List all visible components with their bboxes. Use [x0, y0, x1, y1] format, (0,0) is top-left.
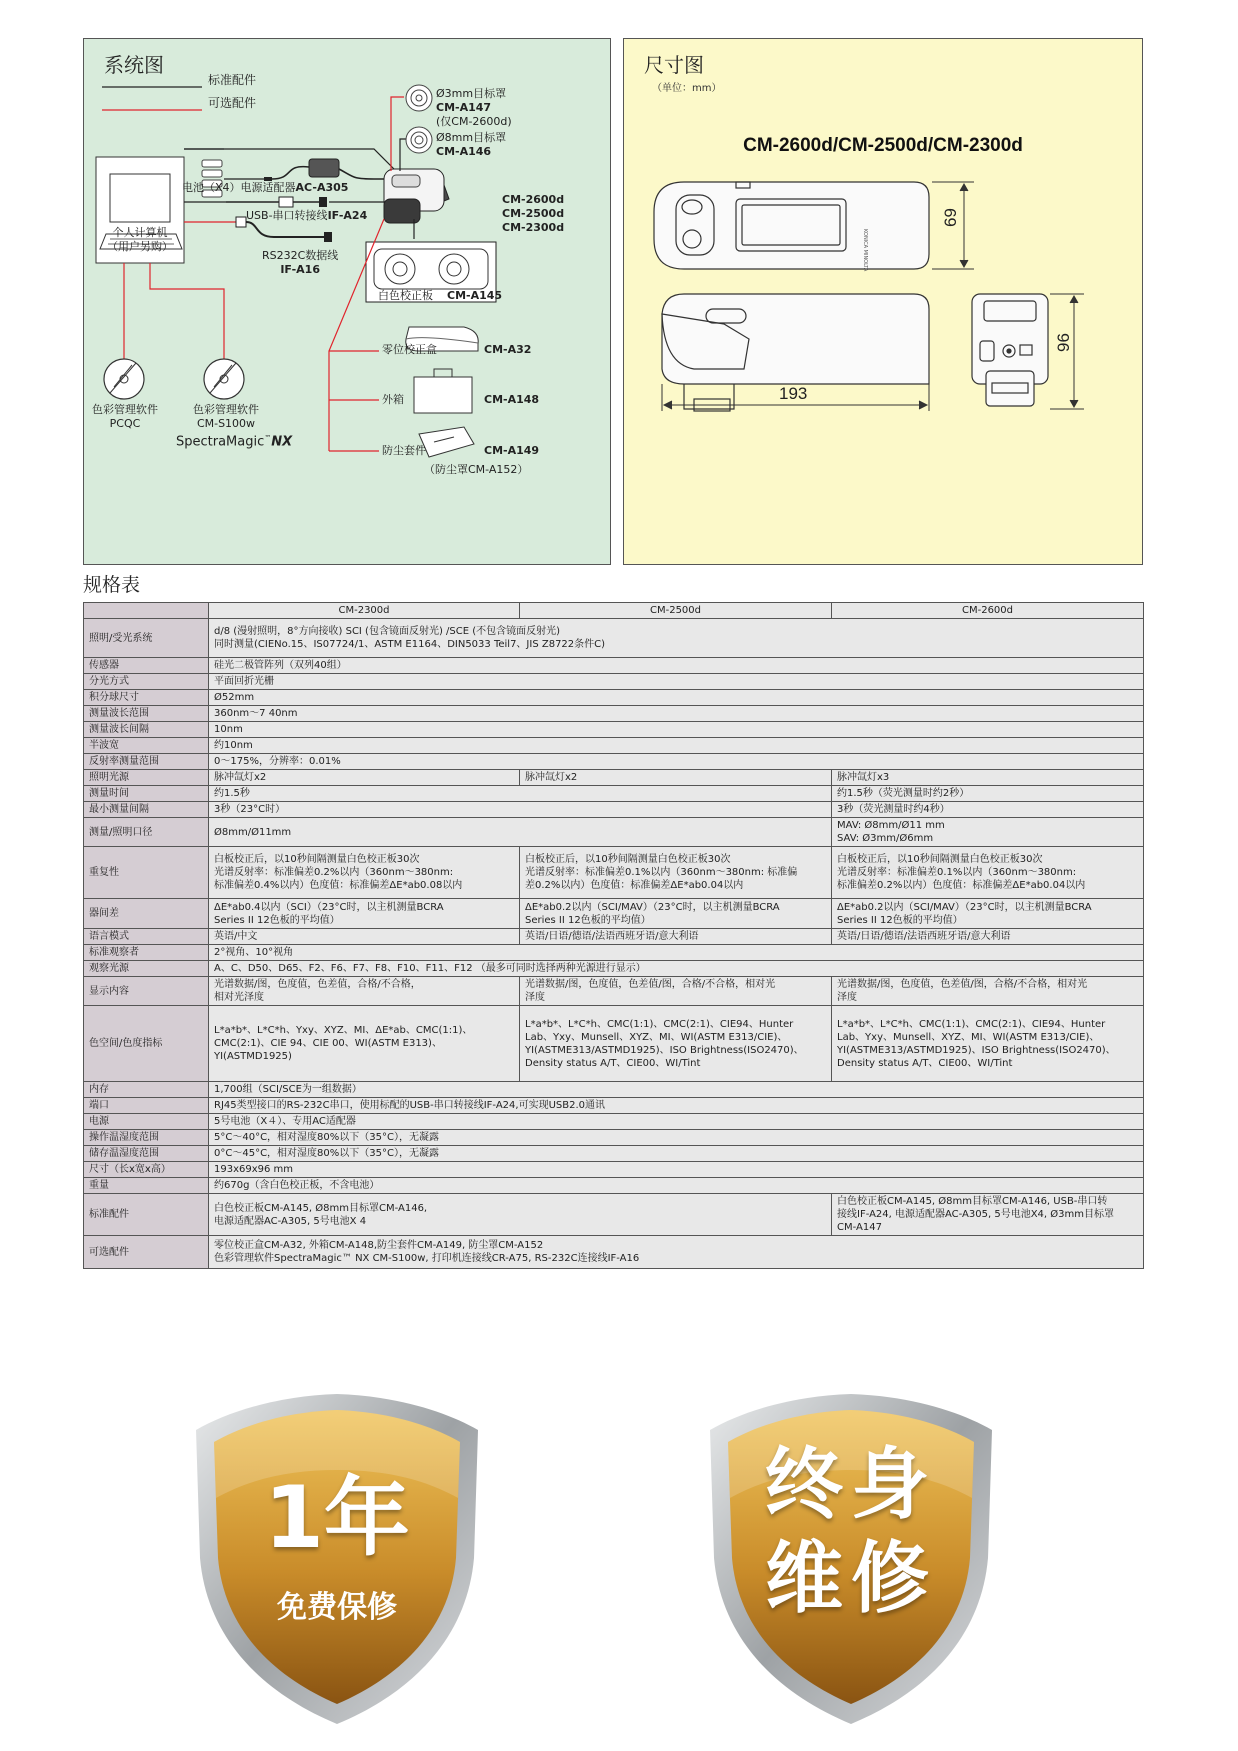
spec-cell-line: 硅光二极管阵列（双列40组）	[214, 660, 347, 671]
warranty-badge	[192, 1388, 482, 1728]
spec-cell-line: 脉冲氙灯x2	[525, 772, 578, 783]
spec-cell-line: 白板校正后，以10秒间隔测量白色校正板30次	[837, 854, 1043, 865]
warranty-big-text: 1年	[264, 1468, 410, 1568]
spec-row	[84, 738, 1144, 754]
spec-cell-line: Series II 12色板的平均值）	[214, 914, 340, 926]
spec-row-label: 半波宽	[84, 738, 209, 754]
repair-line1-text: 终身	[764, 1440, 937, 1530]
spec-row-label: 观察光源	[84, 961, 209, 977]
software-pcqc-label: 色彩管理软件 PCQC	[92, 403, 158, 430]
spec-row-label: 重量	[84, 1178, 209, 1194]
spec-cell-line: 光谱数据/图，色度值，色差值/图，合格/不合格，相对光	[525, 979, 776, 990]
spec-cell-line: 0～175%，分辨率：0.01%	[214, 756, 341, 767]
spec-cell-line: 英语/日语/德语/法语西班牙语/意大利语	[837, 931, 1011, 942]
system-diagram-title: 系统图	[104, 53, 164, 77]
spec-cell-line: CM-A147	[837, 1222, 882, 1233]
spec-cell-line: L*a*b*、L*C*h、CMC(1:1)、CMC(2:1)、CIE94、Hunter	[837, 1018, 1106, 1030]
spec-cell-line: YI(ASTME313/ASTMD1925)、ISO Brightness(ISO2470)、	[525, 1044, 804, 1056]
spec-cell-line: Ø8mm/Ø11mm	[214, 826, 292, 838]
software-spectramagic-label: 色彩管理软件 CM-S100w SpectraMagic™NX	[176, 403, 293, 450]
spec-row-label: 语言模式	[84, 929, 209, 945]
spec-cell-line: CMC(2:1)、CIE 94、CIE 00、WI(ASTM E313)、	[214, 1038, 442, 1049]
spec-cell-line: YI(ASTMD1925)	[214, 1051, 292, 1062]
spec-cell-line: 约1.5秒（荧光测量时约2秒）	[837, 788, 970, 799]
height-dimension: 96	[1054, 333, 1073, 352]
spec-row	[84, 1006, 1144, 1082]
spec-row-label: 显示内容	[84, 977, 209, 1006]
target-mask-3mm-label: Ø3mm目标罩 CM-A147 (仅CM-2600d)	[436, 87, 512, 128]
brand-mark: KONICA MINOLTA	[862, 229, 868, 272]
dimension-diagram-title: 尺寸图	[644, 53, 704, 77]
spec-row-label: 分光方式	[84, 674, 209, 690]
pc-label: 个人计算机 （用户另购）	[107, 226, 173, 253]
spec-cell-line: 脉冲氙灯x3	[837, 772, 890, 783]
warranty-small-text: 免费保修	[277, 1590, 397, 1625]
carrying-case-icon	[414, 369, 472, 413]
spec-cell-line: L*a*b*、L*C*h、CMC(1:1)、CMC(2:1)、CIE94、Hunter	[525, 1018, 794, 1030]
spec-cell-line: Density status A/T、CIE00、WI/Tint	[837, 1057, 1013, 1069]
spec-header-cm-2300d: CM-2300d	[209, 603, 520, 619]
spec-row	[84, 1098, 1144, 1114]
spec-row	[84, 1162, 1144, 1178]
spec-cell-line: MAV: Ø8mm/Ø11 mm	[837, 820, 945, 831]
spec-cell-line: 白板校正后，以10秒间隔测量白色校正板30次	[214, 854, 420, 865]
spec-cell-line: 约670g（含白色校正板，不含电池）	[214, 1180, 380, 1191]
spec-row	[84, 754, 1144, 770]
width-dimension: 69	[941, 208, 960, 227]
spec-cell-line: 泽度	[837, 992, 857, 1003]
spec-table	[83, 602, 1144, 1269]
system-diagram-panel	[83, 38, 611, 565]
spec-row-label: 反射率测量范围	[84, 754, 209, 770]
spec-row-label: 储存温湿度范围	[84, 1146, 209, 1162]
spec-row-label: 标准配件	[84, 1194, 209, 1236]
spec-row	[84, 674, 1144, 690]
spec-cell-line: YI(ASTME313/ASTMD1925)、ISO Brightness(ISO2470)、	[837, 1044, 1116, 1056]
battery-adapter-label: 电池（X4）电源适配器AC-A305	[182, 181, 349, 194]
spec-row	[84, 945, 1144, 961]
spec-cell-line: Density status A/T、CIE00、WI/Tint	[525, 1057, 701, 1069]
spec-cell-line: ΔE*ab0.2以内（SCI/MAV）（23°C时，以主机测量BCRA	[837, 901, 1092, 913]
system-diagram-lines	[84, 39, 612, 566]
spec-row	[84, 722, 1144, 738]
spec-row-label: 测量波长间隔	[84, 722, 209, 738]
repair-line2-text: 维修	[764, 1534, 937, 1624]
spec-cell-line: Series II 12色板的平均值）	[837, 914, 963, 926]
spec-cell-line: 1,700组（SCI/SCE为一组数据）	[214, 1084, 362, 1095]
dust-cover-label: （防尘罩CM-A152）	[424, 463, 529, 476]
spec-row	[84, 961, 1144, 977]
spec-cell-line: 平面回折光栅	[214, 676, 274, 687]
case-model: CM-A148	[484, 393, 540, 406]
spec-cell-line: Ø52mm	[214, 692, 255, 703]
spec-header-cm-2600d: CM-2600d	[832, 603, 1144, 619]
spec-cell-line: 白色校正板CM-A145, Ø8mm目标罩CM-A146, USB-串口转	[837, 1196, 1108, 1207]
spec-cell-line: 0°C～45°C，相对湿度80%以下（35°C），无凝露	[214, 1148, 439, 1159]
spec-row-label: 端口	[84, 1098, 209, 1114]
spec-cell-line: 2°视角、10°视角	[214, 947, 294, 958]
spec-row	[84, 1082, 1144, 1098]
spec-cell-line: 脉冲氙灯x2	[214, 772, 267, 783]
spec-cell-line: 白色校正板CM-A145, Ø8mm目标罩CM-A146,	[214, 1202, 428, 1214]
spec-header-row	[84, 603, 1144, 619]
usb-cable-label: USB-串口转接线IF-A24	[246, 209, 368, 222]
spec-row-label: 尺寸（长x宽x高）	[84, 1162, 209, 1178]
spec-row-label: 器间差	[84, 899, 209, 929]
main-unit-models: CM-2600d CM-2500d CM-2300d	[502, 193, 565, 234]
legend-optional: 可选配件	[208, 96, 257, 110]
spec-cell-line: 约10nm	[214, 740, 253, 751]
spec-cell-line: 光谱反射率：标准偏差0.1%以内（360nm～380nm: 标准偏	[525, 867, 798, 878]
spec-cell-line: 5°C～40°C，相对湿度80%以下（35°C），无凝露	[214, 1132, 439, 1143]
spec-row	[84, 690, 1144, 706]
spec-row-label: 照明/受光系统	[84, 619, 209, 658]
legend-standard: 标准配件	[208, 73, 257, 87]
spec-header-cm-2500d: CM-2500d	[520, 603, 832, 619]
spec-row	[84, 786, 1144, 802]
spec-row	[84, 1130, 1144, 1146]
spec-cell-line: 同时测量(CIENo.15、IS07724/1、ASTM E1164、DIN5033 Teil7、JIS Z8722条件C)	[214, 639, 606, 650]
spec-row	[84, 1236, 1144, 1269]
dust-kit-label: 防尘套件	[382, 444, 426, 457]
spec-cell-line: 光谱数据/图，色度值，色差值/图，合格/不合格，相对光	[837, 979, 1088, 990]
spec-row-label: 标准观察者	[84, 945, 209, 961]
case-label: 外箱	[382, 393, 404, 406]
spec-cell-line: 光谱反射率：标准偏差0.1%以内（360nm～380nm:	[837, 867, 1077, 878]
dimension-drawing	[624, 39, 1144, 566]
spec-cell-line: A、C、D50、D65、F2、F6、F7、F8、F10、F11、F12 （最多可同时选择两种光源进行显示）	[214, 963, 646, 974]
spec-row-label: 电源	[84, 1114, 209, 1130]
spec-row-label: 内存	[84, 1082, 209, 1098]
spec-row-label: 传感器	[84, 658, 209, 674]
spec-row	[84, 1194, 1144, 1236]
rs232-cable-label: RS232C数据线 IF-A16	[262, 249, 339, 276]
spec-row	[84, 619, 1144, 658]
spec-row	[84, 977, 1144, 1006]
spec-row-label: 测量波长范围	[84, 706, 209, 722]
spec-row-label: 重复性	[84, 847, 209, 899]
spec-cell-line: Series II 12色板的平均值）	[525, 914, 651, 926]
spec-row-label: 测量/照明口径	[84, 818, 209, 847]
spec-cell-line: 光谱反射率：标准偏差0.2%以内（360nm～380nm:	[214, 867, 454, 878]
spec-cell-line: 差0.2%以内）色度值：标准偏差ΔE*ab0.04以内	[525, 880, 744, 891]
spec-header-blank	[84, 603, 209, 619]
spec-cell-line: ΔE*ab0.2以内（SCI/MAV）（23°C时，以主机测量BCRA	[525, 901, 780, 913]
spec-row-label: 最小测量间隔	[84, 802, 209, 818]
dust-kit-model: CM-A149	[484, 444, 540, 457]
spec-cell-line: 3秒（23°C时）	[214, 804, 286, 815]
spec-cell-line: Lab、Yxy、Munsell、XYZ、MI、WI(ASTM E313/CIE)、	[525, 1031, 788, 1043]
spec-cell-line: 360nm～7 40nm	[214, 708, 298, 719]
spec-cell-line: d/8 (漫射照明，8°方向接收) SCI (包含镜面反射光) /SCE (不包含镜面反射光)	[214, 626, 561, 637]
spec-row	[84, 1146, 1144, 1162]
usb-cable-icon	[184, 197, 327, 207]
spec-cell-line: 标准偏差0.4%以内）色度值：标准偏差ΔE*ab0.08以内	[214, 880, 463, 891]
spec-cell-line: 色彩管理软件SpectraMagic™ NX CM-S100w, 打印机连接线CR-A75, RS-232C连接线IF-A16	[214, 1253, 640, 1264]
spec-cell-line: ΔE*ab0.4以内（SCI）（23°C时，以主机测量BCRA	[214, 901, 444, 913]
dust-cover-kit-icon	[419, 427, 474, 457]
spec-cell-line: 零位校正盒CM-A32, 外箱CM-A148,防尘套件CM-A149, 防尘罩CM-A152	[214, 1240, 544, 1251]
white-cal-label: 白色校正板 CM-A145	[378, 289, 503, 302]
spec-row	[84, 899, 1144, 929]
spec-row-label: 照明光源	[84, 770, 209, 786]
cd-spectramagic-icon	[204, 359, 244, 399]
spec-row	[84, 706, 1144, 722]
spec-cell-line: 电源适配器AC-A305, 5号电池X 4	[214, 1215, 367, 1227]
top-view-drawing	[654, 182, 929, 269]
spec-row-label: 色空间/色度指标	[84, 1006, 209, 1082]
spec-cell-line: 英语/中文	[214, 931, 258, 942]
spec-row-label: 测量时间	[84, 786, 209, 802]
spec-row	[84, 847, 1144, 899]
spec-cell-line: 3秒（荧光测量时约4秒）	[837, 804, 950, 815]
front-view-drawing	[972, 294, 1048, 406]
spec-cell-line: 相对光泽度	[214, 992, 264, 1003]
spec-cell-line: 5号电池（X４）、专用AC适配器	[214, 1116, 356, 1127]
spec-row-label: 积分球尺寸	[84, 690, 209, 706]
spec-cell-line: 193x69x96 mm	[214, 1164, 294, 1175]
target-mask-8mm-label: Ø8mm目标罩 CM-A146	[436, 131, 507, 158]
length-dimension: 193	[779, 384, 808, 403]
dimension-diagram-panel	[623, 38, 1143, 565]
spec-row	[84, 802, 1144, 818]
spec-cell-line: SAV: Ø3mm/Ø6mm	[837, 833, 934, 844]
spec-cell-line: 标准偏差0.2%以内）色度值：标准偏差ΔE*ab0.04以内	[837, 880, 1086, 891]
spec-row-label: 操作温湿度范围	[84, 1130, 209, 1146]
target-mask-3mm-icon	[406, 85, 432, 111]
spec-cell-line: 接线IF-A24, 电源适配器AC-A305, 5号电池X4, Ø3mm目标罩	[837, 1209, 1114, 1220]
zero-box-label: 零位校正盒	[382, 343, 437, 356]
zero-box-model: CM-A32	[484, 343, 532, 356]
spec-cell-line: 白板校正后，以10秒间隔测量白色校正板30次	[525, 854, 731, 865]
target-mask-8mm-icon	[406, 127, 432, 153]
spec-cell-line: 光谱数据/图，色度值，色差值，合格/不合格，	[214, 979, 421, 990]
cd-pcqc-icon	[104, 359, 144, 399]
spec-cell-line: 英语/日语/德语/法语西班牙语/意大利语	[525, 931, 699, 942]
spec-row	[84, 929, 1144, 945]
lifetime-repair-badge	[706, 1388, 996, 1728]
spec-cell-line: 10nm	[214, 724, 243, 735]
spec-cell-line: L*a*b*、L*C*h、Yxy、XYZ、MI、ΔE*ab、CMC(1:1)、	[214, 1025, 473, 1036]
spec-row	[84, 1114, 1144, 1130]
spec-cell-line: 泽度	[525, 992, 545, 1003]
spec-row	[84, 818, 1144, 847]
spec-row	[84, 770, 1144, 786]
spec-row	[84, 1178, 1144, 1194]
spec-cell-line: Lab、Yxy、Munsell、XYZ、MI、WI(ASTM E313/CIE)、	[837, 1031, 1100, 1043]
spec-row	[84, 658, 1144, 674]
ac-adapter-icon	[224, 159, 394, 179]
spec-cell-line: 约1.5秒	[214, 788, 250, 799]
dimension-unit: （单位：mm）	[652, 83, 722, 94]
spec-title: 规格表	[83, 574, 141, 596]
spec-cell-line: RJ45类型接口的RS-232C串口，使用标配的USB-串口转接线IF-A24,可实现USB2.0通讯	[214, 1100, 605, 1111]
spectrophotometer-icon	[384, 169, 449, 223]
spec-row-label: 可选配件	[84, 1236, 209, 1269]
dimension-models: CM-2600d/CM-2500d/CM-2300d	[743, 135, 1023, 156]
